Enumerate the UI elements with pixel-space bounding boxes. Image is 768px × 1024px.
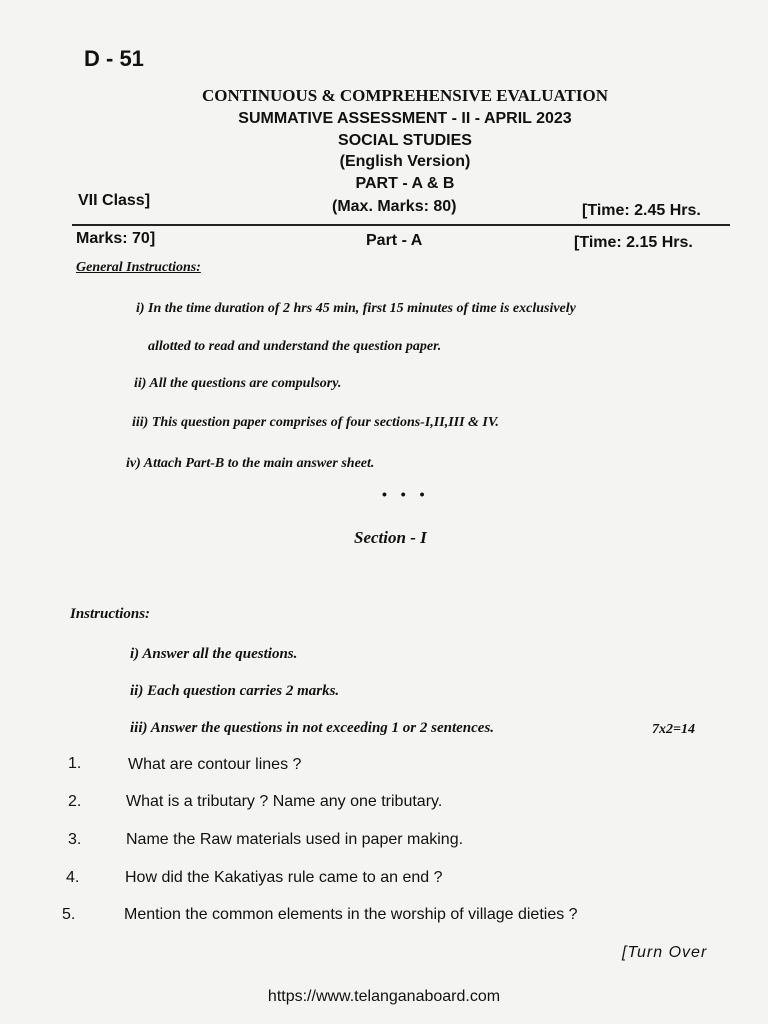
max-marks: (Max. Marks: 80) bbox=[332, 198, 457, 215]
section-instruction-3: iii) Answer the questions in not exceeding 1 or 2 sentences. bbox=[130, 720, 495, 736]
general-instruction-4: iv) Attach Part-B to the main answer sheet. bbox=[126, 456, 375, 471]
total-time: [Time: 2.45 Hrs. bbox=[582, 202, 701, 219]
general-instruction-1: i) In the time duration of 2 hrs 45 min, first 15 minutes of time is exclusively bbox=[136, 301, 576, 316]
question-number: 1. bbox=[68, 755, 82, 772]
question-text: Name the Raw materials used in paper making. bbox=[126, 831, 464, 848]
instructions-title: Instructions: bbox=[70, 606, 151, 622]
section-title: Section - I bbox=[354, 528, 427, 547]
question-number: 2. bbox=[68, 793, 82, 810]
general-instructions-title: General Instructions: bbox=[76, 260, 201, 275]
header-version: (English Version) bbox=[339, 153, 471, 170]
part-label: Part - A bbox=[366, 232, 423, 249]
marks-scheme: 7x2=14 bbox=[652, 722, 695, 737]
header-assessment: SUMMATIVE ASSESSMENT - II - APRIL 2023 bbox=[238, 110, 572, 127]
marks-label: Marks: 70] bbox=[76, 230, 156, 247]
turn-over-note: [Turn Over bbox=[622, 944, 708, 961]
header-title: CONTINUOUS & COMPREHENSIVE EVALUATION bbox=[201, 86, 608, 105]
section-instruction-2: ii) Each question carries 2 marks. bbox=[130, 683, 340, 699]
question-number: 5. bbox=[62, 906, 76, 923]
question-text: What are contour lines ? bbox=[128, 756, 302, 773]
question-number: 3. bbox=[68, 831, 82, 848]
question-text: What is a tributary ? Name any one tributary. bbox=[126, 793, 443, 810]
question-text: How did the Kakatiyas rule came to an end ? bbox=[125, 869, 443, 886]
general-instruction-3: iii) This question paper comprises of four sections-I,II,III & IV. bbox=[132, 415, 499, 430]
paper-code: D - 51 bbox=[84, 46, 144, 71]
general-instruction-1-cont: allotted to read and understand the question paper. bbox=[148, 339, 442, 354]
question-number: 4. bbox=[66, 869, 80, 886]
header-parts: PART - A & B bbox=[355, 175, 455, 192]
divider-dots: • • • bbox=[382, 486, 430, 502]
footer-url: https://www.telanganaboard.com bbox=[267, 988, 501, 1005]
general-instruction-2: ii) All the questions are compulsory. bbox=[134, 376, 342, 391]
question-text: Mention the common elements in the worship of village dieties ? bbox=[124, 906, 578, 923]
part-time: [Time: 2.15 Hrs. bbox=[574, 234, 693, 251]
section-instruction-1: i) Answer all the questions. bbox=[130, 646, 298, 662]
header-subject: SOCIAL STUDIES bbox=[338, 132, 472, 149]
header-rule bbox=[72, 224, 730, 226]
class-label: VII Class] bbox=[78, 192, 151, 209]
